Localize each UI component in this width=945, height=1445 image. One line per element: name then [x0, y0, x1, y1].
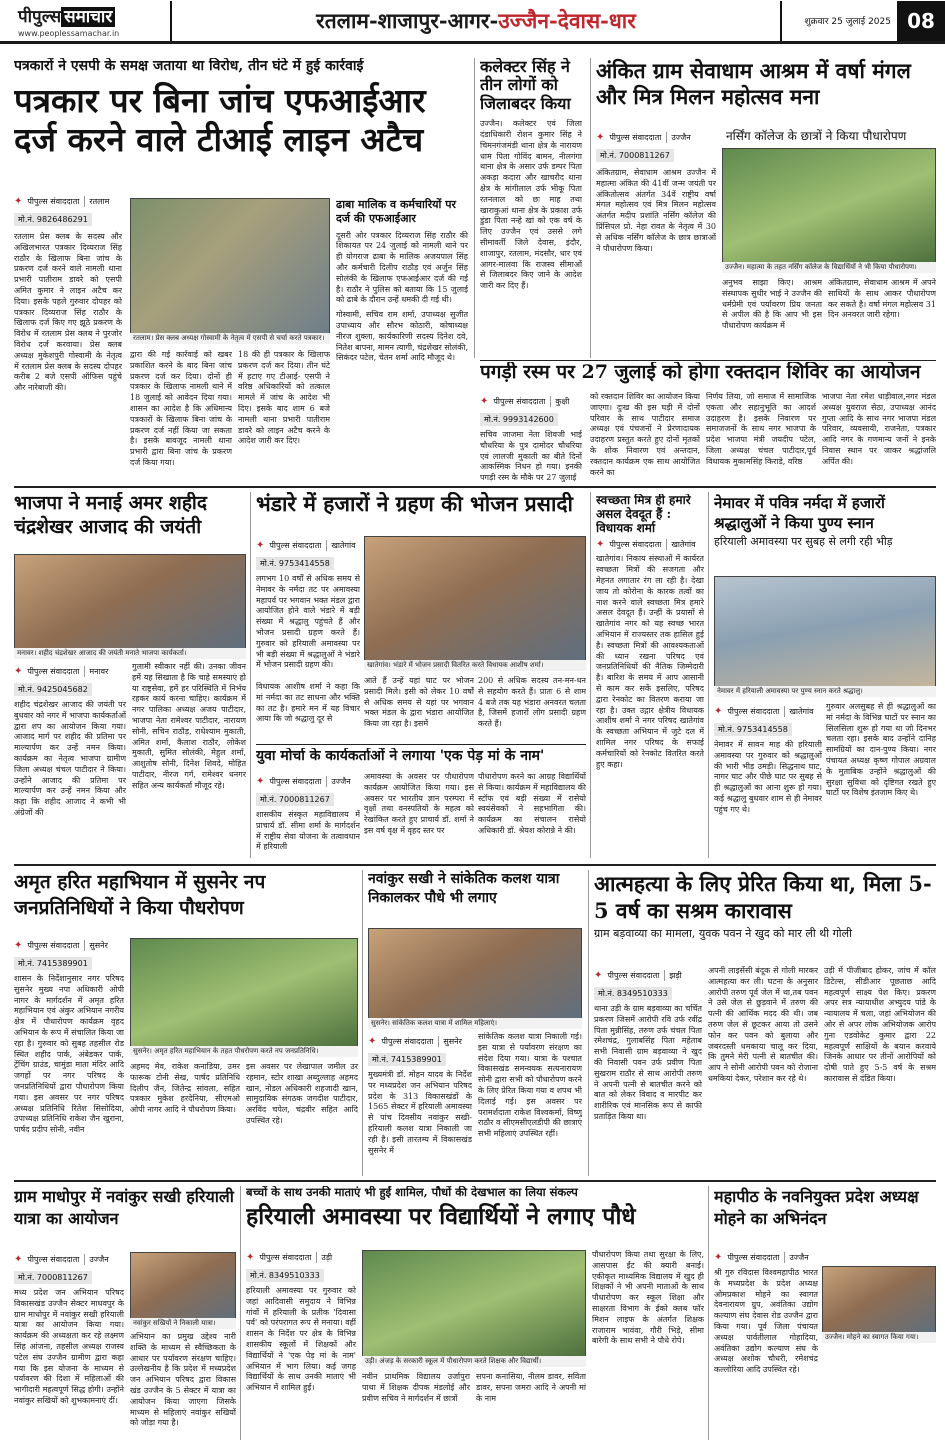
article-suicide-col3: [824, 966, 936, 1176]
article-narmada-col2: [826, 702, 936, 860]
article-kalash-yatra: [368, 870, 582, 926]
article-body-2: अनुभव साझा किए। आश्रम संस्थापक सुधीर भाई ने उज्जैन की धर्मप्रेमी एवं पर्यावरण प्रिय जनता से अपील की है कि आप भी इस पौधारोपण कार्यक्रम में: [722, 278, 822, 331]
article-blood-donation-col4: [822, 392, 936, 482]
article-body: शहीद चंद्रशेखर आजाद की जयंती पर बुधवार को नगर में भाजपा कार्यकर्ताओं द्वारा शप का आयोजन किया गया। आजाद मार्ग पर शहीद की प्रतिमा पर माल्यार्पण कर उन्हें नमन किया। कार्यक्रम का नेतृत्व भाजपा ग्रामीण जिला अध्यक्ष चंचल पाटीदार ने किया। उन्होंने आजाद की प्रतिमा पर माल्यार्पण कर उन्हें नमन किया और कहा कि शहीद आजाद ने कभी भी अंग्रेजों की: [14, 700, 126, 817]
article-body: सचिव जाजमा नेता शिवजी भाई चौधरिया के पुत्र दामोदर चौधरिया एवं लालजी मुकाती का बीते दिनों आकस्मिक निधन हो गया। इनकी पगड़ी रस्म के मौके पर 27 जुलाई: [480, 430, 582, 482]
photo-school-plantation: [362, 1250, 586, 1362]
article-headline: भाजपा ने मनाई अमर शहीद चंद्रशेखर आजाद की जयंती: [14, 492, 207, 538]
article-headline: नेमावर में पवित्र नर्मदा में हजारों श्रद्धालुओं ने किया पुण्य स्नान: [714, 494, 885, 532]
byline-place: उज्जैन: [784, 1252, 808, 1263]
article-headline: हरियाली अमावस्या पर विद्यार्थियों ने लगाए पौधे: [246, 1202, 636, 1230]
photo-caption: सुसनेर। सांकेतिक कलश यात्रा में शामिल महिलाएं।: [368, 1018, 582, 1029]
reporter-icon: ✦: [14, 196, 23, 207]
article-body-3: इस अवसर पर लेखापाल जमील उर रहमान, स्टोर शाखा अब्दुल्लाह अहमद खान, नोडल अधिकारी शहजादी खान, सामुदायिक संगठक जगदीश पाटीदार, अरविंद चपेल, चंद्रवीर सहित आदि उपस्थित रहे।: [246, 1062, 358, 1125]
photo-mohne: [822, 1266, 936, 1338]
photo-caption: उज्जैन। महात्मा के तहत नर्सिंग कॉलेज के विद्यार्थियों ने भी किया पौधारोपण।: [722, 262, 936, 273]
photo-caption: खातेगांव। भंडारे में भोजन प्रसादी वितरित करते विधायक आशीष शर्मा।: [364, 660, 586, 671]
byline: [368, 1036, 472, 1047]
sidebar-dhaba-fir: [336, 198, 468, 470]
logo-main: पीपुल्स: [18, 6, 62, 27]
column-divider: [708, 1186, 709, 1440]
article-body-2: अपनी लाइसेंसी बंदूक से गोली मारकर आत्महत्या कर ली। घटना के अनुसार आरोपी तरुण पूर्व जेल में था,तब पवन ने उसे जेल से छुड़वाने में तरुण की पत्नी की आर्थिक मदद की थी। जब तरुण जेल से छूटकर आया तो उसने फोन कर पवन को बुलाया और जबरदस्ती धमकाया चालू कर दिया, कि तुमने मेरी पत्नी से बातचीत की। आप ने सोनी आरोपी पवन को रोजाना धमकियां देकर, परेशान कर रहे थे।: [708, 966, 818, 1083]
byline-place: झड़ी: [664, 970, 681, 981]
article-bhandara-body2: [256, 682, 360, 742]
section-highlight: उज्जैन-देवास-धार: [498, 7, 636, 33]
byline-place: मनावर: [84, 666, 108, 677]
reporter-mobile: मो.नं. 7000811267: [256, 793, 334, 806]
article-body-3: निर्णय लिया, जो समाज में सामाजिक एकता और सहानुभूति का आदर्श उदाहरण है। इसके निवारण पर समाजजनों के साथ नगर भाजपा के प्रदेश भाजपा मंत्री जयदीप पटेल, जिला अध्यक्ष चंचल पाटीदार,पूर्व विधायक मुकामसिंह किराडे, वरिष्ठ: [706, 392, 816, 466]
article-ti-attached-col2: [130, 350, 232, 470]
byline: [256, 776, 360, 787]
byline-name: पीपुल्स संवाददाता: [607, 971, 660, 980]
column-divider: [590, 492, 591, 858]
article-kalash-col2: [478, 1032, 582, 1176]
reporter-icon: ✦: [14, 940, 23, 951]
byline-name: पीपुल्स संवाददाता: [493, 397, 546, 406]
masthead: [0, 0, 945, 44]
newspaper-logo: [18, 4, 170, 27]
article-hariyali-col2: [362, 1372, 470, 1440]
column-divider: [250, 492, 251, 858]
article-hariyali-students: [246, 1186, 704, 1246]
byline: [14, 666, 126, 677]
article-headline: महापीठ के नवनियुक्त प्रदेश अध्यक्ष मोहने का अभिनंदन: [714, 1187, 919, 1228]
article-kicker: पत्रकारों ने एसपी के समक्ष जताया था विरोध, तीन घंटे में हुई कार्रवाई: [14, 58, 364, 74]
byline-name: पीपुल्स संवाददाता: [727, 1253, 780, 1262]
photo-caption: उड़ी। अंजड़ के सरकारी स्कूल में पौधारोपण करते शिक्षक और विद्यार्थी।: [362, 1356, 586, 1367]
photo-press-club: [130, 198, 330, 343]
byline: [480, 396, 582, 407]
page-number: 08: [897, 1, 945, 41]
logo-box: समाचार: [61, 7, 115, 27]
article-body: श्री गुरु रविदास विश्वमहापीठ भारत के मध्यप्रदेश के प्रदेश अध्यक्ष ओमप्रकाश मोहने का स्वागत देवनारायण ग्रुप, अवंतिका उद्योग कल्याण संघ देवास रोड उज्जैन द्वारा किया गया। पूर्व जिला पंचायत अध्यक्ष पार्वतीलाल गोहादिया, अवंतिका उद्योग कल्याण संघ के अध्यक्ष अशोक चौधरी, रमेशचंद्र कल्लोरिया आदि उपस्थित रहे।: [714, 1268, 818, 1375]
article-suicide-col1: [594, 966, 702, 1176]
reporter-mobile: मो.नं. 7415389901: [14, 957, 92, 970]
article-headline: नवांकुर सखी ने सांकेतिक कलश यात्रा निकालकर पौधे भी लगाए: [368, 871, 560, 906]
photo-kalash-yatra: [368, 928, 582, 1026]
article-mohne-col1: [714, 1268, 818, 1440]
byline-place: उड़ी: [316, 1252, 332, 1263]
article-swachhata-mitra: [596, 494, 704, 860]
article-body: लगभग 10 वर्षों से अधिक समय से नेमावर के नर्मदा तट पर अमावस्या महापर्व पर भगवान भक्त मंडल द्वारा आयोजित होने वाले भंडारे में बड़ी संख्या में श्रद्धालु पहुंचते हैं और भोजन प्रसादी ग्रहण करते हैं। गुरुवार को हरियाली अमावस्या पर भी बड़ी संख्या में श्रद्धालुओं ने भंडारे में भोजन प्रसादी ग्रहण की।: [256, 574, 360, 670]
sidebar-headline: ढाबा मालिक व कर्मचारियों पर दर्ज की एफआईआर: [336, 198, 456, 226]
article-body-3: नवीन प्राथमिक विद्यालय उर्जापुरा पाथा में शिक्षक दीपक मंडलोई और प्रवीण सचिव ने मार्गदर्शन में छात्रों: [362, 1372, 470, 1403]
reporter-mobile: मो.नं. 9425045682: [14, 683, 92, 696]
article-susner-col2: [130, 1062, 240, 1176]
section-divider: [14, 864, 936, 866]
article-hariyali-col3: [476, 1372, 586, 1440]
article-subhead: हरियाली अमावस्या पर सुबह से लगी रही भीड़: [714, 535, 893, 548]
article-body: शासकीय संस्कृत महाविद्यालय में प्राचार्य डॉ. सीमा शर्मा के मार्गदर्शन में राष्ट्रीय सेवा योजना के तत्वावधान में हरियाली: [256, 810, 360, 852]
article-district-ban: [480, 58, 582, 363]
brand: [0, 4, 170, 38]
article-headline: स्वच्छता मित्र ही हमारे असल देवदूत हैं : विधायक शर्मा: [596, 494, 691, 535]
article-headline: पत्रकार पर बिना जांच एफआईआर दर्ज करने वाले टीआई लाइन अटैच: [14, 80, 426, 160]
issue-date: शुक्रवार 25 जुलाई 2025: [804, 17, 891, 27]
reporter-icon: ✦: [246, 1252, 255, 1263]
photo-caption: उज्जैन। मोहने का स्वागत किया गया।: [822, 1332, 936, 1343]
byline: [714, 706, 822, 717]
article-suicide-verdict: [594, 870, 936, 964]
section-prefix: रतलाम-शाजापुर-आगर-: [316, 7, 499, 33]
article-narmada-snan: [714, 494, 936, 574]
article-body-2: सांकेतिक कलश यात्रा निकाली गई। इस यात्रा से पर्यावरण संरक्षण का संदेश दिया गया। यात्रा के पश्चात विकासखंड समन्वयक सत्यनारायण सोनी द्वारा सभी को पौधारोपण करने के लिए प्रेरित किया गया व शपथ भी दिलाई गई। इस अवसर पर परामर्शदाता राकेश विश्वकर्मा, विष्णु राठौर व सीएमसीएलडीपी की छात्राएं सभी महिलाएं उपस्थित रहीं।: [478, 1032, 582, 1139]
article-body-3: उड़ी में पीजीबाद होकर, जांच में कॉल डिटेल्स, सीडीआर पूछताछ आदि महत्वपूर्ण साक्ष्य पेश किए। प्रकरण अपर सत्र न्यायाधीश अभ्युदय पांडे के न्यायालय में चला, जहां अभियोजन की ओर से अपर लोक अभियोजक आरोप गुना एडवोकेट कुमार द्वारा 22 महत्वपूर्ण साक्षियों के बयान करवाये जिनके आधार पर तीनों आरोपियों को दोषी पाते हुए 5-5 वर्ष के सश्रम कारावास से दंडित किया।: [824, 966, 936, 1083]
reporter-mobile: मो.नं. 7000811267: [14, 1271, 92, 1284]
article-azad-col1: [14, 662, 126, 858]
article-ti-attached-col1: [14, 192, 122, 472]
article-mohne-felicitation: [714, 1186, 936, 1250]
article-body: मध्य प्रदेश जन अभियान परिषद विकासखंड उज्जैन सेक्टर माधवपुर के ग्राम माधोपुर में नवांकुर सखी हरियाली यात्रा का आयोजन किया गया। कार्यक्रम की अध्यक्षता कर रहे लक्ष्मण सिंह आंजना, तहसील अध्यक्ष राजस्व पटेल संघ उज्जैन ग्रामीण द्वारा कहा गया कि इस योजना के माध्यम से पर्यावरण की दिशा में महिलाओं की भागीदारी महत्वपूर्ण सिद्ध होगी। उन्होंने नवांकुर सखियों को शुभकामनाएं दीं।: [14, 1288, 124, 1405]
article-azad-jayanti: [14, 492, 246, 552]
site-url[interactable]: www.peoplessamachar.in: [18, 28, 120, 38]
article-body-4: सपना कनासिया, नीलम डावर, सविता डावर, सपना जमरा आदि ने अपनी मां के नाम: [476, 1372, 586, 1403]
article-headline: अमृत हरित महाभियान में सुसनेर नप जनप्रतिनिधियों ने किया पौधरोपण: [14, 871, 266, 919]
article-headline: अंकित ग्राम सेवाधाम आश्रम में वर्षा मंगल और मित्र मिलन महोत्सव मना: [596, 58, 911, 110]
byline-name: पीपुल्स संवाददाता: [27, 941, 80, 950]
byline-place: उज्जैन: [84, 1254, 108, 1265]
article-body-2: पौधारोपण किया तथा सुरक्षा के लिए, आसपास ईंट की क्यारी बनाई। एकीकृत माध्यमिक विद्यालय में खुद ही शिक्षकों ने भी अपनी माताओं के साथ पौधारोपण कर स्कूल शिक्षा और साक्षरता विभाग के ईको क्लब फॉर मिशन लाइफ के अंतर्गत शिक्षक राजाराम भावंवा, गौरी भिड़े, सीमा बारेगी के साथ सभी ने पौधे रोपे।: [592, 1250, 704, 1346]
article-varsha-mangal-col2: [722, 278, 822, 358]
reporter-icon: ✦: [714, 1252, 723, 1263]
article-blood-donation-col3: [706, 392, 816, 482]
photo-azad-tribute: [14, 554, 246, 656]
byline: [14, 1254, 124, 1265]
column-divider: [708, 492, 709, 858]
article-body-2: अहमद मेव, राकेश कनाडिया, उमर फारूक टोनी सेख, पार्षद प्रतिनिधि दिलीप जैन, जितेन्द्र सांवला, सहित पत्रकार मुकेश हरदेनिया, सीएमओ ओपी नागर आदि ने पौधरोपण किया।: [130, 1062, 240, 1115]
byline: [594, 970, 702, 981]
byline: [246, 1252, 356, 1263]
article-headline: आत्महत्या के लिए प्रेरित किया था, मिला 5-5 वर्ष का सश्रम कारावास: [594, 871, 932, 924]
sidebar-body: दूसरी ओर पत्रकार दिव्यराज सिंह राठौर की शिकायत पर 24 जुलाई को नामली थाने पर ही योगराज ढाबा के मालिक अजयपाल सिंह और कर्मचारी दिलीप राठौड़ एवं अर्जुन सिंह सोलंकी के खिलाफ एफआईआर दर्ज की गई है। राठौर ने पुलिस को बताया कि 15 जुलाई को ढाबे के दौरान उन्हें धमकी दी गई थी।: [336, 230, 468, 305]
reporter-icon: ✦: [714, 706, 723, 717]
reporter-mobile: मो.नं. 8349510333: [594, 987, 672, 1000]
article-azad-col2: [132, 662, 246, 858]
article-body: थाना उड़ी के ग्राम बड़वाव्या का चर्चित प्रकरण जिसमें आरोपी रवि उर्फ रवींद्र पिता मुन्नीसिंह, तरुण उर्फ चंचल पिता रमेशचंद्र, गुलाबसिंह पिता महेताब सभी निवासी ग्राम बड़वाव्या ने खुद की निवासी पवन उर्फ प्रवीण पिता सुखराम राठौर से साथ आरोपी तरुण ने अपनी पत्नी से बातचीत करने को बात को लेकर विवाद व मारपीट कर शारीरिक एवं मानसिक रूप से काफी प्रताड़ित किया था।: [594, 1004, 702, 1121]
article-body: उज्जैन। कलेक्टर एवं जिला दंडाधिकारी रोशन कुमार सिंह ने चिमनगंजमंडी थाना क्षेत्र के नारायण धाम पिता गोविंद बामन, नीलगंगा थाना क्षेत्र के असार उर्फ डम्पर पिता अकड़ा कदारा और खाचरौद थाना क्षेत्र के मांगीलाल उर्फ भीकू पिता रतनलाल को छः माह तथा खाराकुआं थाना क्षेत्र के प्रकाश उर्फ डुंडा पिता नन्हे खां को एक वर्ष के लिए उज्जैन एवं उससे लगे सीमावर्ती जिले देवास, इंदौर, शाजापुर, रतलाम, मंदसौर, धार एवं आगर-मालवा कि राजस्व सीमाओं से जिलाबदर किए जाने के आदेश जारी कर दिए हैं।: [480, 119, 582, 291]
byline-name: पीपुल्स संवाददाता: [381, 1037, 434, 1046]
byline-name: पीपुल्स संवाददाता: [27, 667, 80, 676]
photo-caption: नवांकुर सखियों ने निकाली यात्रा।: [130, 1318, 236, 1329]
article-ti-attached-col3: [238, 350, 330, 470]
article-kicker: बच्चों के साथ उनकी माताएं भी हुईं शामिल, पौधों की देखभाल का लिया संकल्प: [246, 1186, 578, 1199]
article-kalash-col1: [368, 1032, 472, 1176]
article-mohne-byline: [714, 1248, 936, 1266]
byline-place: उज्जैन: [666, 132, 690, 143]
byline-place: खातेगांव: [326, 540, 355, 551]
article-subhead: ग्राम बड़वाव्या का मामला, युवक पवन ने खुद को मार ली थी गोली: [594, 926, 852, 940]
byline: [714, 1252, 936, 1263]
section-divider: [256, 744, 586, 745]
article-ek-ped: [256, 748, 586, 770]
reporter-icon: ✦: [256, 776, 265, 787]
reporter-mobile: मो.नं. 9753414558: [256, 557, 334, 570]
byline-place: खातेगांव: [784, 706, 813, 717]
reporter-mobile: मो.नं. 8349510333: [246, 1269, 324, 1282]
article-body: खातेगांव। निकाय संस्थाओं में कार्यरत स्वच्छता मित्रों की सजगता और मेहनत लगातार रंग ला रही है। देखा जाय तो कोरोना के कारक तत्वों का नाश करने वाले स्वच्छता मित्र हमारे असल देवदूत हैं। उन्हीं के प्रयासों से खातेगांव नगर को यह स्वच्छ भारत अभियान में राज्यस्तर तक हासिल हुई है। स्वच्छता मित्रों की आवश्यकताओं की ध्यान रखना परिषद एवं जनप्रतिनिधियों की नैतिक जिम्मेदारी है। बारिश के समय में आप आसानी से काम कर सकें इसलिए, परिषद द्वारा रेनकोट का वितरण कराया जा रहा है। उक्त उद्गार क्षेत्रीय विधायक आशीष शर्मा ने नगर परिषद खातेगांव के स्वच्छता अभियान में जुटे दल में शामिल नगर परिषद के सफाई कर्मचारियों को रेनकोट वितरित करते हुए कहा।: [596, 554, 704, 769]
byline-place: सुसनेर: [438, 1036, 462, 1047]
byline: [14, 196, 122, 207]
article-body: मुख्यमंत्री डॉ. मोहन यादव के निर्देश पर मध्यप्रदेश जन अभियान परिषद प्रदेश के 313 विकासखंडों के 1565 सेक्टर में हरियाली अमावस्या से पांच दिवसीय नवांकुर सखी-हरियाली कलश यात्रा निकाली जा रही है। इसी तारतम्य में विकासखंड सुसनेर में: [368, 1070, 472, 1155]
article-body: अंकितग्राम, सेवाधाम आश्रम उज्जैन में महात्मा अंकित की 41वीं जन्म जयंती पर अंकितोत्सव अंतर्गत 34वें राष्ट्रीय वर्षा मंगल महोत्सव एवं मित्र मिलन महोत्सव अंतर्गत मदीप प्रशांति नर्सिंग कॉलेज की प्रिंसिपल प्रो. नेहा रावत के नेतृत्व में 30 से अधिक नर्सिंग कॉलेज के छात्र छात्राओं ने पौधारोपण किया।: [596, 168, 716, 253]
article-headline: कलेक्टर सिंह ने तीन लोगों को जिलाबदर किया: [480, 58, 571, 113]
article-susner-col3: [246, 1062, 358, 1176]
reporter-icon: ✦: [594, 970, 603, 981]
article-varsha-mangal-col1: [596, 128, 716, 358]
article-bhandara: [256, 492, 586, 532]
byline: [14, 940, 124, 951]
article-susner-col1: [14, 936, 124, 1176]
article-madhopur-col1: [14, 1250, 124, 1440]
reporter-icon: ✦: [14, 666, 23, 677]
byline-name: पीपुल्स संवाददाता: [609, 540, 662, 550]
reporter-icon: ✦: [368, 1036, 377, 1047]
column-divider: [588, 870, 589, 1176]
article-body-3: 18 की ही पत्रकार के खिलाफ प्रकरण दर्ज कर दिया। तीन घंटे में हटाए गए टीआई- एसपी ने वरिष्ठ अधिकारियों को तत्काल मामले में जांच के आदेश भी दिए। इसके बाद शाम 6 बजे नामली थाना प्रभारी पातीराम डावरे को लाइन अटैच करने के आदेश जारी कर दिए।: [238, 350, 330, 446]
photo-caption: सुसनेर। अमृत हरित महाभियान के तहत पौधरोपण करते नप जनप्रतिनिधि।: [130, 1046, 358, 1057]
reporter-mobile: मो.नं. 9826486291: [14, 213, 92, 226]
article-body-4: भाजपा नेता रमेश धाड़ीवाल,नगर मंडल अध्यक्ष युवराज सेठा, उपाध्यक्ष आनंद गुप्ता आदि के साथ नगर भाजपा मंडल परिवार, व्यवसायी, राजनेता, पत्रकार आदि नगर के गणमान्य जनों ने इनके निवास स्थान पर जाकर श्रद्धांजलि अर्पित की।: [822, 392, 936, 466]
reporter-icon: ✦: [480, 396, 489, 407]
article-ek-ped-col2: [364, 772, 474, 860]
article-bhandara-body4: [478, 676, 586, 742]
byline-name: पीपुल्स संवाददाता: [727, 707, 780, 716]
article-varsha-mangal-col3: [828, 278, 936, 358]
byline-name: पीपुल्स संवाददाता: [609, 133, 662, 142]
article-bhandara-body1: [256, 574, 360, 680]
article-body-2: गुरुवार अलसुबह से ही श्रद्धालुओं का मां नर्मदा के विभिन्न घाटों पर स्नान का सिलसिला शुरू हो गया था जो दिनभर चलता रहा। इसके बाद उन्होंने दानिह सामग्रियों का दान-पुण्य किया। नगर पंचायत अध्यक्ष कृष्ण गोपाल अग्रवाल के मुताबिक उन्होंने श्रद्धालुओं की सुरक्षा सुविधा को दृष्टिगत रखते हुए घाटों पर विशेष इंतजाम किए थे।: [826, 702, 936, 798]
article-susner-plantation: [14, 870, 358, 932]
article-body-2: गुलामी स्वीकार नहीं की। उनका जीवन हमें यह सिखाता है कि चाहे समस्याएं हो या राष्ट्रसेवा, हमें हर परिस्थिति में निर्भय रहकर कार्य करना चाहिए। कार्यक्रम में नगर पालिका अध्यक्ष अजय पाटीदार, भाजपा नेता रामेश्वर पाटीदार, नारायण सोनी, सचिन राठौड़, राधेश्याम मुकाती, अमित शर्मा, कैलाश राठौर, लोकेश मुकाती, सुमित सोलंकी, मेहुल शर्मा, आशुतोष सोनी, दिनेश शिवदे, मोहित पाटीदार, नीरज गर्ग, रामेश्वर धनगर सहित अन्य कार्यकर्ता मौजूद रहे।: [132, 662, 246, 790]
photo-plantation: [722, 148, 936, 270]
article-madhopur-yatra: [14, 1186, 236, 1250]
article-ek-ped-col3: [478, 772, 586, 860]
reporter-mobile: मो.नं. 7415389901: [368, 1053, 446, 1066]
reporter-icon: ✦: [14, 1254, 23, 1265]
column-divider: [362, 870, 363, 1176]
section-divider: [480, 360, 936, 361]
section-title: [170, 1, 782, 41]
article-body-2: विधायक आशीष शर्मा ने कहा कि मां नर्मदा का तट साधना और भक्ति का तट है। हमारे मन में यह विचार आया कि जो श्रद्धालु दूर से: [256, 682, 360, 724]
article-hariyali-col1: [246, 1248, 356, 1440]
article-blood-donation-col2: [590, 392, 700, 482]
column-divider: [474, 58, 475, 358]
article-body: हरियाली अमावस्या पर गुरुवार को जहां आदिवासी समुदाय ने विभिन्न गांवों में हरियाली के प्रतीक 'दिवासा पर्व' को परंपरागत रूप से मनाया। वहीं शासन के निर्देश पर क्षेत्र के विभिन्न शासकीय स्कूलों में शिक्षकों और विद्यार्थियों ने 'एक पेड़ मां के नाम' अभियान में भाग लिया। कई जगह विद्यार्थियों के साथ उनकी माताएं भी अभियान में शामिल हुईं।: [246, 1286, 356, 1393]
article-narmada-col1: [714, 702, 822, 860]
article-headline: पगड़ी रस्म पर 27 जुलाई को होगा रक्तदान शिविर का आयोजन: [480, 362, 921, 383]
byline-place: रतलाम: [84, 196, 109, 207]
byline: [596, 539, 704, 550]
article-body-2: अमावस्या के अवसर पर पौधारोपण कार्यक्रम आयोजित किया गया। इस अवसर पर भारतीय ज्ञान परम्परा में वृक्षों तथा वनस्पतियों के महत्व को रेखांकित करते हुए प्राचार्य डॉ. शर्मा ने इस वर्ष वृक्ष में वृहद स्तर पर: [364, 772, 474, 835]
byline-name: पीपुल्स संवाददाता: [27, 1255, 80, 1264]
byline-place: उज्जैन: [326, 776, 350, 787]
byline-place: खातेगांव: [666, 539, 695, 550]
photo-susner-plantation: [130, 938, 358, 1052]
article-body-2: अभियान का प्रमुख उद्देश्य नारी शक्ति के माध्यम से स्वैच्छिकता के आधार पर पर्यावरण संरक्षण चाहिए। उल्लेखनीय है कि प्रदेश में मध्यप्रदेश जन अभियान परिषद द्वारा विकास खंड उज्जैन के 5 सेक्टर में यात्रा का आयोजन किया जाएगा जिसके माध्यम से महिलाएं नवांकुर सखियों को जोड़ा गया है।: [130, 1332, 236, 1428]
reporter-mobile: मो.नं. 7000811267: [596, 149, 674, 162]
article-bhandara-body3: [364, 676, 474, 742]
article-body-3: अंकितग्राम, सेवाधाम आश्रम में अपने साथियों के साथ आकर पौधारोपण कर सकते है। वर्षा मंगल महोत्सव 31 दिन अनवरत जारी रहेगा।: [828, 278, 936, 320]
article-headline: ग्राम माधोपुर में नवांकुर सखी हरियाली यात्रा का आयोजन: [14, 1187, 234, 1228]
byline: [256, 540, 360, 551]
article-headline: भंडारे में हजारों ने ग्रहण की भोजन प्रसादी: [256, 492, 573, 516]
article-subhead: नर्सिंग कॉलेज के छात्रों ने किया पौधारोपण: [726, 129, 907, 143]
byline-name: पीपुल्स संवाददाता: [269, 777, 322, 786]
article-body-2: द्वारा की गई कार्रवाई को खबर प्रकाशित करने के बाद बिना जांच प्रकरण दर्ज कर दिया। दोनों ही पत्रकार के खिलाफ नामली थाने में 18 जुलाई को आवेदन दिया गया। शासन का आदेश है कि अधिमान्य पत्रकारों के खिलाफ बिना जांच के प्रकरण दर्ज नहीं किया जा सकता है। इसके बावजूद नामली थाना प्रभारी द्वारा बिना जांच के प्रकरण दर्ज किया गया।: [130, 350, 232, 467]
photo-narmada-ghat: [714, 576, 936, 694]
section-divider: [14, 486, 936, 488]
byline-name: पीपुल्स संवाददाता: [259, 1253, 312, 1262]
article-suicide-col2: [708, 966, 818, 1176]
article-blood-donation-head: [480, 362, 936, 392]
article-body-4: 200 से अधिक सदस्य तन-मन-धन से सहयोग करते हैं। प्रातः 6 से शाम 4 बजे तक यह भंडारा अनवरत चलता है, जिसमें हजारों लोग प्रसादी ग्रहण करते हैं।: [478, 676, 586, 729]
reporter-mobile: मो.नं. 9993142600: [480, 413, 558, 426]
article-body-2: को रक्तदान शिविर का आयोजन किया जाएगा। दुःख की इस घड़ी में दोनों परिवार के साथ पाटीदार समाज अध्यक्ष एवं पंचजनों ने प्रेरणादायक उदाहरण प्रस्तुत करते हुए दोनों मृतकों के शोक निवारण एवं अन्तदान, रक्तदान कार्यक्रम एक साथ आयोजित करने का: [590, 392, 700, 477]
article-ek-ped-col1: [256, 772, 360, 860]
column-divider: [240, 1186, 241, 1440]
article-blood-donation-col1: [480, 392, 582, 482]
column-divider: [590, 58, 591, 358]
article-body: रतलाम प्रेस क्लब के सदस्य और अखिलभारत पत्रकार दिव्यराज सिंह राठौर के खिलाफ बिना जांच के प्रकरण दर्ज करने वाले नामली थाना प्रभारी पातीराम डावरे को एसपी अमित कुमार ने लाइन अटैच कर दिया। इसके पहले गुरुवार दोपहर को पत्रकार दिव्यराज सिंह राठौर के खिलाफ दर्ज किए गए झूठे प्रकरण के विरोध में रतलाम प्रेस क्लब ने पुरजोर विरोध दर्ज करवाया। प्रेस क्लब अध्यक्ष मुकेशपुरी गोस्वामी के नेतृत्व में रतलाम प्रेस क्लब के सदस्य दोपहर करीब 2 बजे एसपी ऑफिस पहुंचे और नारेबाजी की।: [14, 232, 122, 393]
reporter-icon: ✦: [596, 539, 605, 551]
byline: [596, 132, 716, 143]
byline-place: कुक्षी: [550, 396, 569, 407]
byline-place: सुसनेर: [84, 940, 108, 951]
reporter-mobile: मो.नं. 9753414558: [714, 723, 792, 736]
article-headline: युवा मोर्चा के कार्यकर्ताओं ने लगाया 'एक पेड़ मां के नाम': [256, 748, 545, 764]
photo-caption: नेमावर में हरियाली अमावस्या पर पुण्य स्नान करते श्रद्धालु।: [714, 686, 936, 697]
section-divider: [14, 1180, 936, 1182]
article-madhopur-col2: [130, 1332, 236, 1440]
byline-name: पीपुल्स संवाददाता: [269, 541, 322, 550]
sidebar-body-2: गोस्वामी, सचिव राम शर्मा, उपाध्यक्ष सुजीत उपाध्याय और सौरभ कोठारी, कोषाध्यक्ष नीरज शुक्ला, कार्यकारिणी सदस्य दिनेश दवे, नितेश बापना, मामन त्यागी, चंद्रशेखर सोलंकी, सिकंदर पटेल, चेतन शर्मा आदि मौजूद थे।: [336, 310, 468, 363]
article-body-3: पौधारोपण करने का आग्रह विद्यार्थियों से किया। कार्यक्रम में महाविद्यालय की स्टॉफ एवं बड़ी संख्या में रासेयो स्वयंसेवकों ने सहभागिता की। कार्यक्रम का संचालन रासेयो अधिकारी डॉ. श्रेयश कोरान्ने ने की।: [478, 772, 586, 835]
article-body: शासन के निर्देशानुसार नगर परिषद सुसनेर मुख्य नपा अधिकारी ओपी नागर के मार्गदर्शन में अमृत हरित महाभियान एवं अंकुर अभियान नगरीय क्षेत्र में पौधारोपण कार्यक्रम वृहद अभियान के रूप में संचालित किया जा रहा है। गुरुवार को सुबह तहसील रोड स्थित शहीद पार्क, अंबेडकर पार्क, ट्रेंचिंग ग्राउंड, चामुंडा माता मंदिर आदि जगहों पर नगर परिषद के जनप्रतिनिधियों द्वारा पौधारोपण किया गया। इस अवसर पर नगर परिषद अध्यक्ष प्रतिनिधि रितेश सिसोदिया, उपाध्यक्ष प्रतिनिधि राकेश जैन खुराना, पार्षद प्रदीप सोनी, नवीन: [14, 974, 124, 1135]
photo-bhandara: [364, 536, 586, 666]
photo-caption: रतलाम। प्रेस क्लब अध्यक्ष गोस्वामी के नेतृत्व में एसपी से चर्चा करते पत्रकार।: [130, 333, 330, 344]
byline-name: पीपुल्स संवाददाता: [27, 197, 80, 206]
article-body: नेमावर में सावन माह की हरियाली अमावस्या पर गुरुवार को श्रद्धालुओं की भारी भीड़ उमड़ी। सिद्धनाथ घाट, नागर घाट और पीछे घाट पर सुबह से ही श्रद्धालुओं का आना शुरू हो गया। कई श्रद्धालु बुधवार शाम से ही नेमावर पहुंच गए थे।: [714, 740, 822, 814]
reporter-icon: ✦: [256, 540, 265, 551]
photo-caption: मनावर। शहीद चंद्रशेखर आजाद की जयंती मनाते भाजपा कार्यकर्ता।: [14, 648, 246, 659]
article-hariyali-col4: [592, 1250, 704, 1440]
photo-madhopur: [130, 1252, 236, 1324]
article-body-3: आते हैं उन्हें यहां घाट पर भोजन प्रसादी मिले। इसी को लेकर 10 वर्षों से अधिक समय से यहां पर भगवान भक्त मंडल के द्वारा भंडारा आयोजित किया जा रहा है। इसमें: [364, 676, 474, 729]
reporter-icon: ✦: [596, 132, 605, 143]
